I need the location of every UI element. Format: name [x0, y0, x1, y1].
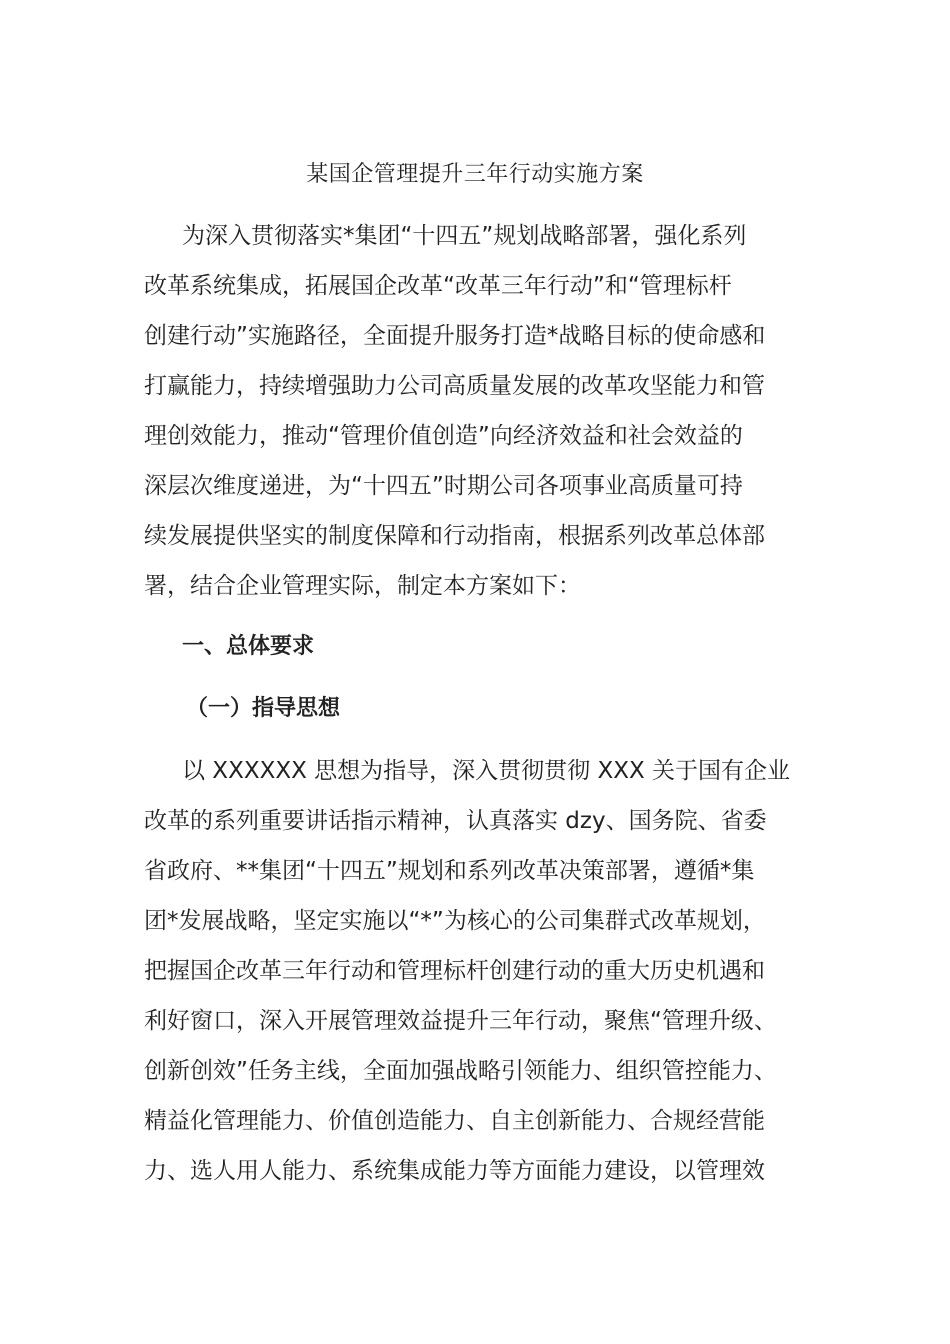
subsection-heading: （一）指导思想 — [186, 696, 341, 721]
guiding-paragraph-line: 省政府、**集团“十四五”规划和系列改革决策部署，遵循*集 — [144, 858, 755, 884]
guiding-paragraph-line: 团*发展战略，坚定实施以“*”为核心的公司集群式改革规划， — [144, 908, 766, 934]
intro-paragraph-line: 为深入贯彻落实*集团“十四五”规划战略部署，强化系列 — [182, 223, 747, 249]
guiding-paragraph-line: 把握国企改革三年行动和管理标杆创建行动的重大历史机遇和 — [144, 958, 765, 984]
intro-paragraph-line: 续发展提供坚实的制度保障和行动指南，根据系列改革总体部 — [144, 523, 765, 549]
intro-paragraph-line: 理创效能力，推动“管理价值创造”向经济效益和社会效益的 — [144, 423, 743, 449]
intro-paragraph-line: 署，结合企业管理实际，制定本方案如下： — [144, 573, 581, 599]
document-title: 某国企管理提升三年行动实施方案 — [306, 162, 644, 187]
guiding-paragraph-line: 改革的系列重要讲话指示精神，认真落实 dzy、国务院、省委 — [144, 808, 767, 834]
guiding-paragraph-line: 力、选人用人能力、系统集成能力等方面能力建设，以管理效 — [144, 1158, 765, 1184]
guiding-paragraph-line: 创新创效”任务主线，全面加强战略引领能力、组织管控能力、 — [144, 1058, 777, 1084]
intro-paragraph-line: 改革系统集成，拓展国企改革“改革三年行动”和“管理标杆 — [144, 273, 732, 299]
guiding-paragraph-line: 以 XXXXXX 思想为指导，深入贯彻贯彻 XXX 关于国有企业 — [182, 758, 791, 784]
intro-paragraph-line: 深层次维度递进，为“十四五”时期公司各项事业高质量可持 — [144, 473, 743, 499]
intro-paragraph-line: 创建行动”实施路径，全面提升服务打造*战略目标的使命感和 — [144, 323, 766, 349]
guiding-paragraph-line: 精益化管理能力、价值创造能力、自主创新能力、合规经营能 — [144, 1108, 765, 1134]
intro-paragraph-line: 打赢能力，持续增强助力公司高质量发展的改革攻坚能力和管 — [144, 373, 765, 399]
guiding-paragraph-line: 利好窗口，深入开展管理效益提升三年行动，聚焦“管理升级、 — [144, 1008, 777, 1034]
section-heading: 一、总体要求 — [182, 634, 315, 659]
